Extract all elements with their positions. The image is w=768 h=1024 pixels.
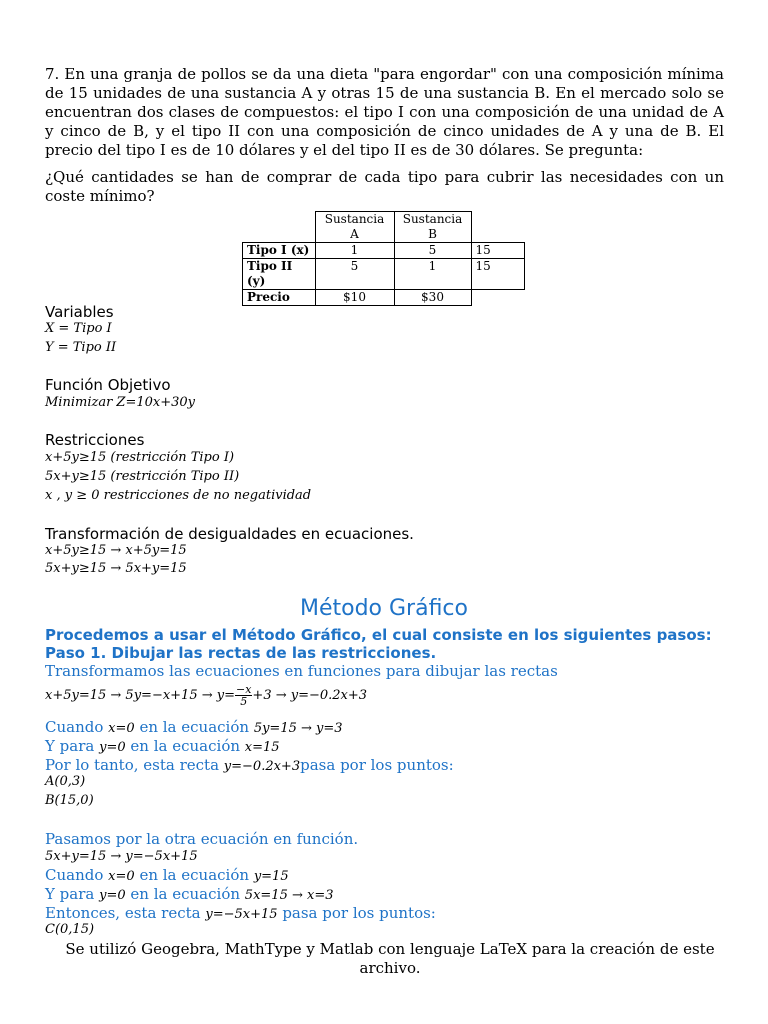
transform-heading: Transformación de desigualdades en ecuaciones. [45, 525, 414, 543]
then-label: Entonces, esta recta [45, 904, 201, 922]
variable-line: Y = Tipo II [45, 340, 117, 355]
when-label: Cuando [45, 866, 104, 884]
table-header-row [243, 212, 525, 243]
problem-question: ¿Qué cantidades se han de comprar de cada tipo para cubrir las necesidades con un coste mínimo? [45, 168, 724, 205]
constraint-line: x+5y≥15 (restricción Tipo I) [45, 450, 235, 465]
constraint-line: 5x+y≥15 (restricción Tipo II) [45, 469, 240, 484]
footer-note: Se utilizó Geogebra, MathType y Matlab con lenguaje LaTeX para la creación de este archivo. [65, 940, 715, 977]
table-row [243, 259, 525, 290]
table-cell: Tipo I (x) [243, 243, 316, 259]
when-x0-math: x=0 [108, 869, 135, 884]
constraints-heading: Restricciones [45, 431, 145, 449]
and-y0-result: x=15 [244, 740, 280, 755]
table-cell: Precio [243, 290, 316, 306]
table-cell [471, 212, 525, 243]
in-equation-label: en la ecuación [130, 885, 241, 903]
when-x0-math: x=0 [108, 721, 135, 736]
and-label: Y para [45, 885, 95, 903]
table-cell [471, 290, 525, 306]
equation-2-line: 5x+y=15 → y=−5x+15 [45, 849, 198, 864]
fraction-denominator: 5 [240, 695, 248, 708]
fraction [235, 684, 252, 707]
and-label: Y para [45, 737, 95, 755]
transform-line: x+5y≥15 → x+5y=15 [45, 543, 187, 558]
method-intro: Procedemos a usar el Método Gráfico, el cual consiste en los siguientes pasos: [45, 626, 712, 644]
transform-line: 5x+y≥15 → 5x+y=15 [45, 561, 187, 576]
point-a: A(0,3) [45, 774, 86, 789]
variable-line: X = Tipo I [45, 321, 112, 336]
table-header-cell: Sustancia B [394, 212, 471, 243]
data-table [242, 211, 525, 306]
equation-1-left: x+5y=15 → 5y=−x+15 → y= [45, 688, 235, 703]
variables-heading: Variables [45, 303, 114, 321]
when-x0-line [45, 718, 343, 736]
therefore-line [45, 756, 454, 774]
in-equation-label: en la ecuación [139, 718, 250, 736]
table-cell: Tipo II (y) [243, 259, 316, 290]
passes-label: pasa por los puntos: [282, 904, 436, 922]
table-cell: 5 [394, 243, 471, 259]
point-c: C(0,15) [45, 922, 95, 937]
then-math: y=−5x+15 [205, 907, 278, 922]
fraction-numerator: −x [236, 683, 252, 696]
equation-1-line [45, 684, 367, 707]
table-header-cell: Sustancia A [315, 212, 394, 243]
and-y0-math: y=0 [99, 740, 126, 755]
step-1-heading: Paso 1. Dibujar las rectas de las restricciones. [45, 644, 437, 662]
equation-1-right: +3 → y=−0.2x+3 [252, 688, 368, 703]
table-cell: 15 [471, 259, 525, 290]
problem-statement: 7. En una granja de pollos se da una dieta "para engordar" con una composición mínima de 15 unidades de una sustancia A y otras 15 de una sustancia B. En el mercado solo se encuentran dos clases de compuestos: el tipo I con una composición de una unidad de A y cinco de B, y el tipo II con una composición de cinco unidades de A y una de B. El precio del tipo I es de 10 dólares y el del tipo II es de 30 dólares. Se pregunta: [45, 65, 724, 159]
table-cell: $10 [315, 290, 394, 306]
objective-heading: Función Objetivo [45, 376, 171, 394]
when-label: Cuando [45, 718, 104, 736]
and-y0-math: y=0 [99, 888, 126, 903]
table-cell: 1 [315, 243, 394, 259]
passes-label: pasa por los puntos: [300, 756, 454, 774]
when-x0-result: 5y=15 → y=3 [253, 721, 343, 736]
table-row [243, 243, 525, 259]
section-title: Método Gráfico [299, 596, 468, 621]
in-equation-label: en la ecuación [139, 866, 250, 884]
therefore-math: y=−0.2x+3 [223, 759, 301, 774]
objective-line: Minimizar Z=10x+30y [45, 395, 196, 410]
constraint-line: x , y ≥ 0 restricciones de no negatividad [45, 488, 312, 503]
table-cell: 5 [315, 259, 394, 290]
and-y0-line [45, 737, 280, 755]
when-x0-result-2: y=15 [253, 869, 289, 884]
then-line [45, 904, 436, 922]
point-b: B(15,0) [45, 793, 94, 808]
table-cell: 1 [394, 259, 471, 290]
transform-instruction: Transformamos las ecuaciones en funciones para dibujar las rectas [45, 662, 558, 680]
table-cell: 15 [471, 243, 525, 259]
and-y0-line-2 [45, 885, 334, 903]
table-cell: $30 [394, 290, 471, 306]
and-y0-result-2: 5x=15 → x=3 [244, 888, 334, 903]
when-x0-line-2 [45, 866, 289, 884]
table-row [243, 290, 525, 306]
table-cell [243, 212, 316, 243]
therefore-label: Por lo tanto, esta recta [45, 756, 220, 774]
other-equation-text: Pasamos por la otra ecuación en función. [45, 830, 359, 848]
in-equation-label: en la ecuación [130, 737, 241, 755]
